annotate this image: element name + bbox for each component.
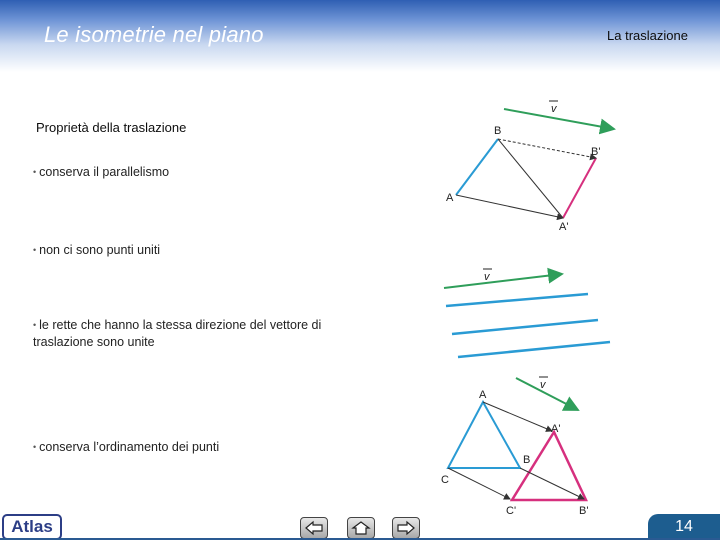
next-button[interactable] <box>392 517 420 539</box>
trace-B-Bprime <box>498 139 596 158</box>
trace-A-Aprime <box>483 402 552 431</box>
arrow-right-icon <box>396 520 416 536</box>
page-title: Le isometrie nel piano <box>44 22 264 47</box>
arrow-left-icon <box>304 520 324 536</box>
figure-invariant-lines <box>438 262 628 372</box>
vector-v-arrow <box>516 378 578 410</box>
trace-C-Cprime <box>448 468 510 499</box>
parallel-line-3 <box>458 342 610 357</box>
label-v: v <box>484 271 490 283</box>
header-banner <box>0 0 720 72</box>
vector-v-arrow <box>444 274 562 288</box>
bullet-invariant-lines: • le rette che hanno la stessa direzione del vettore di traslazione sono unite <box>33 318 322 349</box>
bullet-dot-icon: • <box>33 167 37 177</box>
label-Bprime: B' <box>579 505 589 517</box>
bullet-no-fixed-points: • non ci sono punti uniti <box>33 243 161 257</box>
parallel-line-2 <box>452 320 598 334</box>
triangle-AprimeBprimeCprime <box>512 432 586 500</box>
triangle-ABC <box>448 402 520 468</box>
label-B: B <box>523 454 531 466</box>
vector-v-arrow <box>504 109 614 129</box>
section-title: Proprietà della traslazione <box>36 120 187 135</box>
bullet-parallelism: • conserva il parallelismo <box>33 165 170 179</box>
label-Aprime: A' <box>559 221 569 233</box>
segment-AB <box>456 139 498 195</box>
label-Cprime: C' <box>506 505 517 517</box>
parallel-line-1 <box>446 294 588 306</box>
figure-segment-translation <box>438 92 628 242</box>
atlas-logo[interactable]: Atlas <box>2 514 62 540</box>
figure-triangle-translation <box>436 374 636 519</box>
label-A: A <box>446 192 454 204</box>
page-number: 14 <box>648 514 720 540</box>
page-subtitle: La traslazione <box>607 28 688 43</box>
prev-button[interactable] <box>300 517 328 539</box>
segment-AprimeBprime <box>563 158 596 218</box>
bullet-order: • conserva l’ordinamento dei punti <box>33 440 220 454</box>
label-Bprime: B' <box>591 146 601 158</box>
label-A: A <box>479 389 487 401</box>
home-button[interactable] <box>347 517 375 539</box>
bullet-dot-icon: • <box>33 442 37 452</box>
label-C: C <box>441 474 449 486</box>
label-v: v <box>540 379 546 391</box>
bullet-dot-icon: • <box>33 320 37 330</box>
home-icon <box>351 520 371 536</box>
label-v: v <box>551 103 557 115</box>
bullet-dot-icon: • <box>33 245 37 255</box>
label-B: B <box>494 125 502 137</box>
label-Aprime: A' <box>551 423 561 435</box>
